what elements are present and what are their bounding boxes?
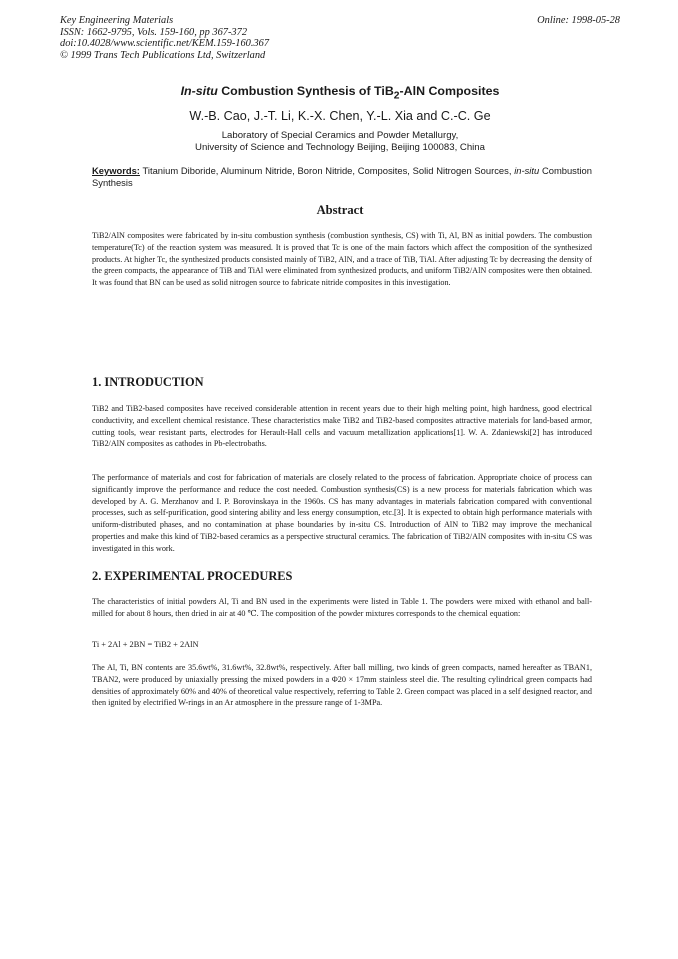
abstract-text: TiB2/AlN composites were fabricated by in-situ combustion synthesis (combustion synthesis, CS) with Ti, Al, BN as initial powders. The combustion temperature(Tc) of the reaction system was measured. It is proved that Tc is one of the main factors which affect the composition of the synthesized products. At higher Tc, the synthesized products consisted mainly of TiB2, AlN, and a trace of TiB, TiAl. After adjusting Tc by decreasing the density of the green compacts, the appearance of TiB and TiAl were eliminated from synthesized products, and uniform TiB2/AlN composites were then obtained. It was found that BN can be used as solid nitrogen source to fabricate nitride composites in this investigation. xyxy=(92,231,592,288)
keywords xyxy=(92,165,592,189)
section-1-heading: 1. INTRODUCTION xyxy=(92,375,204,389)
section-1-paragraph-2: The performance of materials and cost for fabrication of materials are closely related to the process of fabrication. Appropriate choice of process can significantly improve the performance and reduce the cost needed. Combustion synthesis(CS) is a new process for materials fabrication which was developed by A. G. Merzhanov and I. P. Borovinskaya in the 1960s. CS has many advantages in materials fabrication compared with conventional processes, such as self-purification, good sintering ability and less energy consumption, etc.[3]. It is expected to obtain high performance materials with uniform-distributed phases, and no contamination at phase boundaries by in-situ CS. Introduction of AlN to TiB2 may improve the mechanical properties and make this kind of TiB2-based ceramics as a perspective structural ceramics. The fabrication of TiB2/AlN composites with in-situ CS was investigated in this work. xyxy=(92,473,592,553)
section-2-paragraph-2: The Al, Ti, BN contents are 35.6wt%, 31.6wt%, 32.8wt%, respectively. After ball milling, two kinds of green compacts, named hereafter as TBAN1, TBAN2, were produced by uniaxially pressing the mixed powders in a Φ20 × 17mm stainless steel die. The resulting cylindrical green compacts had densities of approximately 60% and 40% of theoretical value respectively, referring to Table 2. Green compact was placed in a self designed reactor, and then ignited by electrified W-rings in an Ar atmosphere in the pressure range of 1-3MPa. xyxy=(92,663,592,708)
keywords-label: Keywords: xyxy=(92,165,140,176)
journal-header xyxy=(60,15,620,61)
section-1-paragraph-1: TiB2 and TiB2-based composites have received considerable attention in recent years due to their high melting point, high hardness, good electrical conductivity, and excellent chemical resistance. These characteristics make TiB2 and TiB2-based composites attractive materials for land-based armor, cutting tools, wear resistant parts, electrodes for Herault-Hall cells and vacuum metallization applications[1]. W. A. Zdaniewski[2] has introduced TiB2/AlN composites as cathodes in Pb-electrobaths. xyxy=(92,404,592,449)
affiliation xyxy=(60,130,620,155)
online-date: Online: 1998-05-28 xyxy=(537,15,620,26)
abstract-heading: Abstract xyxy=(316,203,364,217)
issn-line: ISSN: 1662-9795, Vols. 159-160, pp 367-372 xyxy=(60,26,248,38)
author-list: W.-B. Cao, J.-T. Li, K.-X. Chen, Y.-L. Xia and C.-C. Ge xyxy=(189,109,491,123)
doi-line: doi:10.4028/www.scientific.net/KEM.159-160.367 xyxy=(60,38,270,50)
title-suffix: -AlN Composites xyxy=(399,84,500,98)
title-prefix: In-situ xyxy=(180,84,218,98)
section-2-paragraph-1: The characteristics of initial powders Al, Ti and BN used in the experiments were listed in Table 1. The powders were mixed with ethanol and ball-milled for about 8 hours, then dried in air at 40 ℃. The composition of the powder mixtures corresponds to the chemical equation: xyxy=(92,597,592,618)
chemical-equation: Ti + 2Al + 2BN = TiB2 + 2AlN xyxy=(92,640,199,649)
title-subscript: 2 xyxy=(393,90,400,102)
affiliation-line-1: Laboratory of Special Ceramics and Powder Metallurgy, xyxy=(221,130,459,141)
keywords-end: Combustion Synthesis xyxy=(92,165,592,188)
journal-name: Key Engineering Materials xyxy=(60,15,174,26)
section-2-heading: 2. EXPERIMENTAL PROCEDURES xyxy=(92,569,293,583)
keywords-text: Titanium Diboride, Aluminum Nitride, Boron Nitride, Composites, Solid Nitrogen Sources, xyxy=(139,165,515,176)
paper-title xyxy=(60,84,620,101)
title-main: Combustion Synthesis of TiB xyxy=(217,84,394,98)
keywords-italic: in-situ xyxy=(514,165,540,176)
copyright-line: © 1999 Trans Tech Publications Ltd, Switzerland xyxy=(60,49,266,61)
affiliation-line-2: University of Science and Technology Beijing, Beijing 100083, China xyxy=(195,142,485,154)
